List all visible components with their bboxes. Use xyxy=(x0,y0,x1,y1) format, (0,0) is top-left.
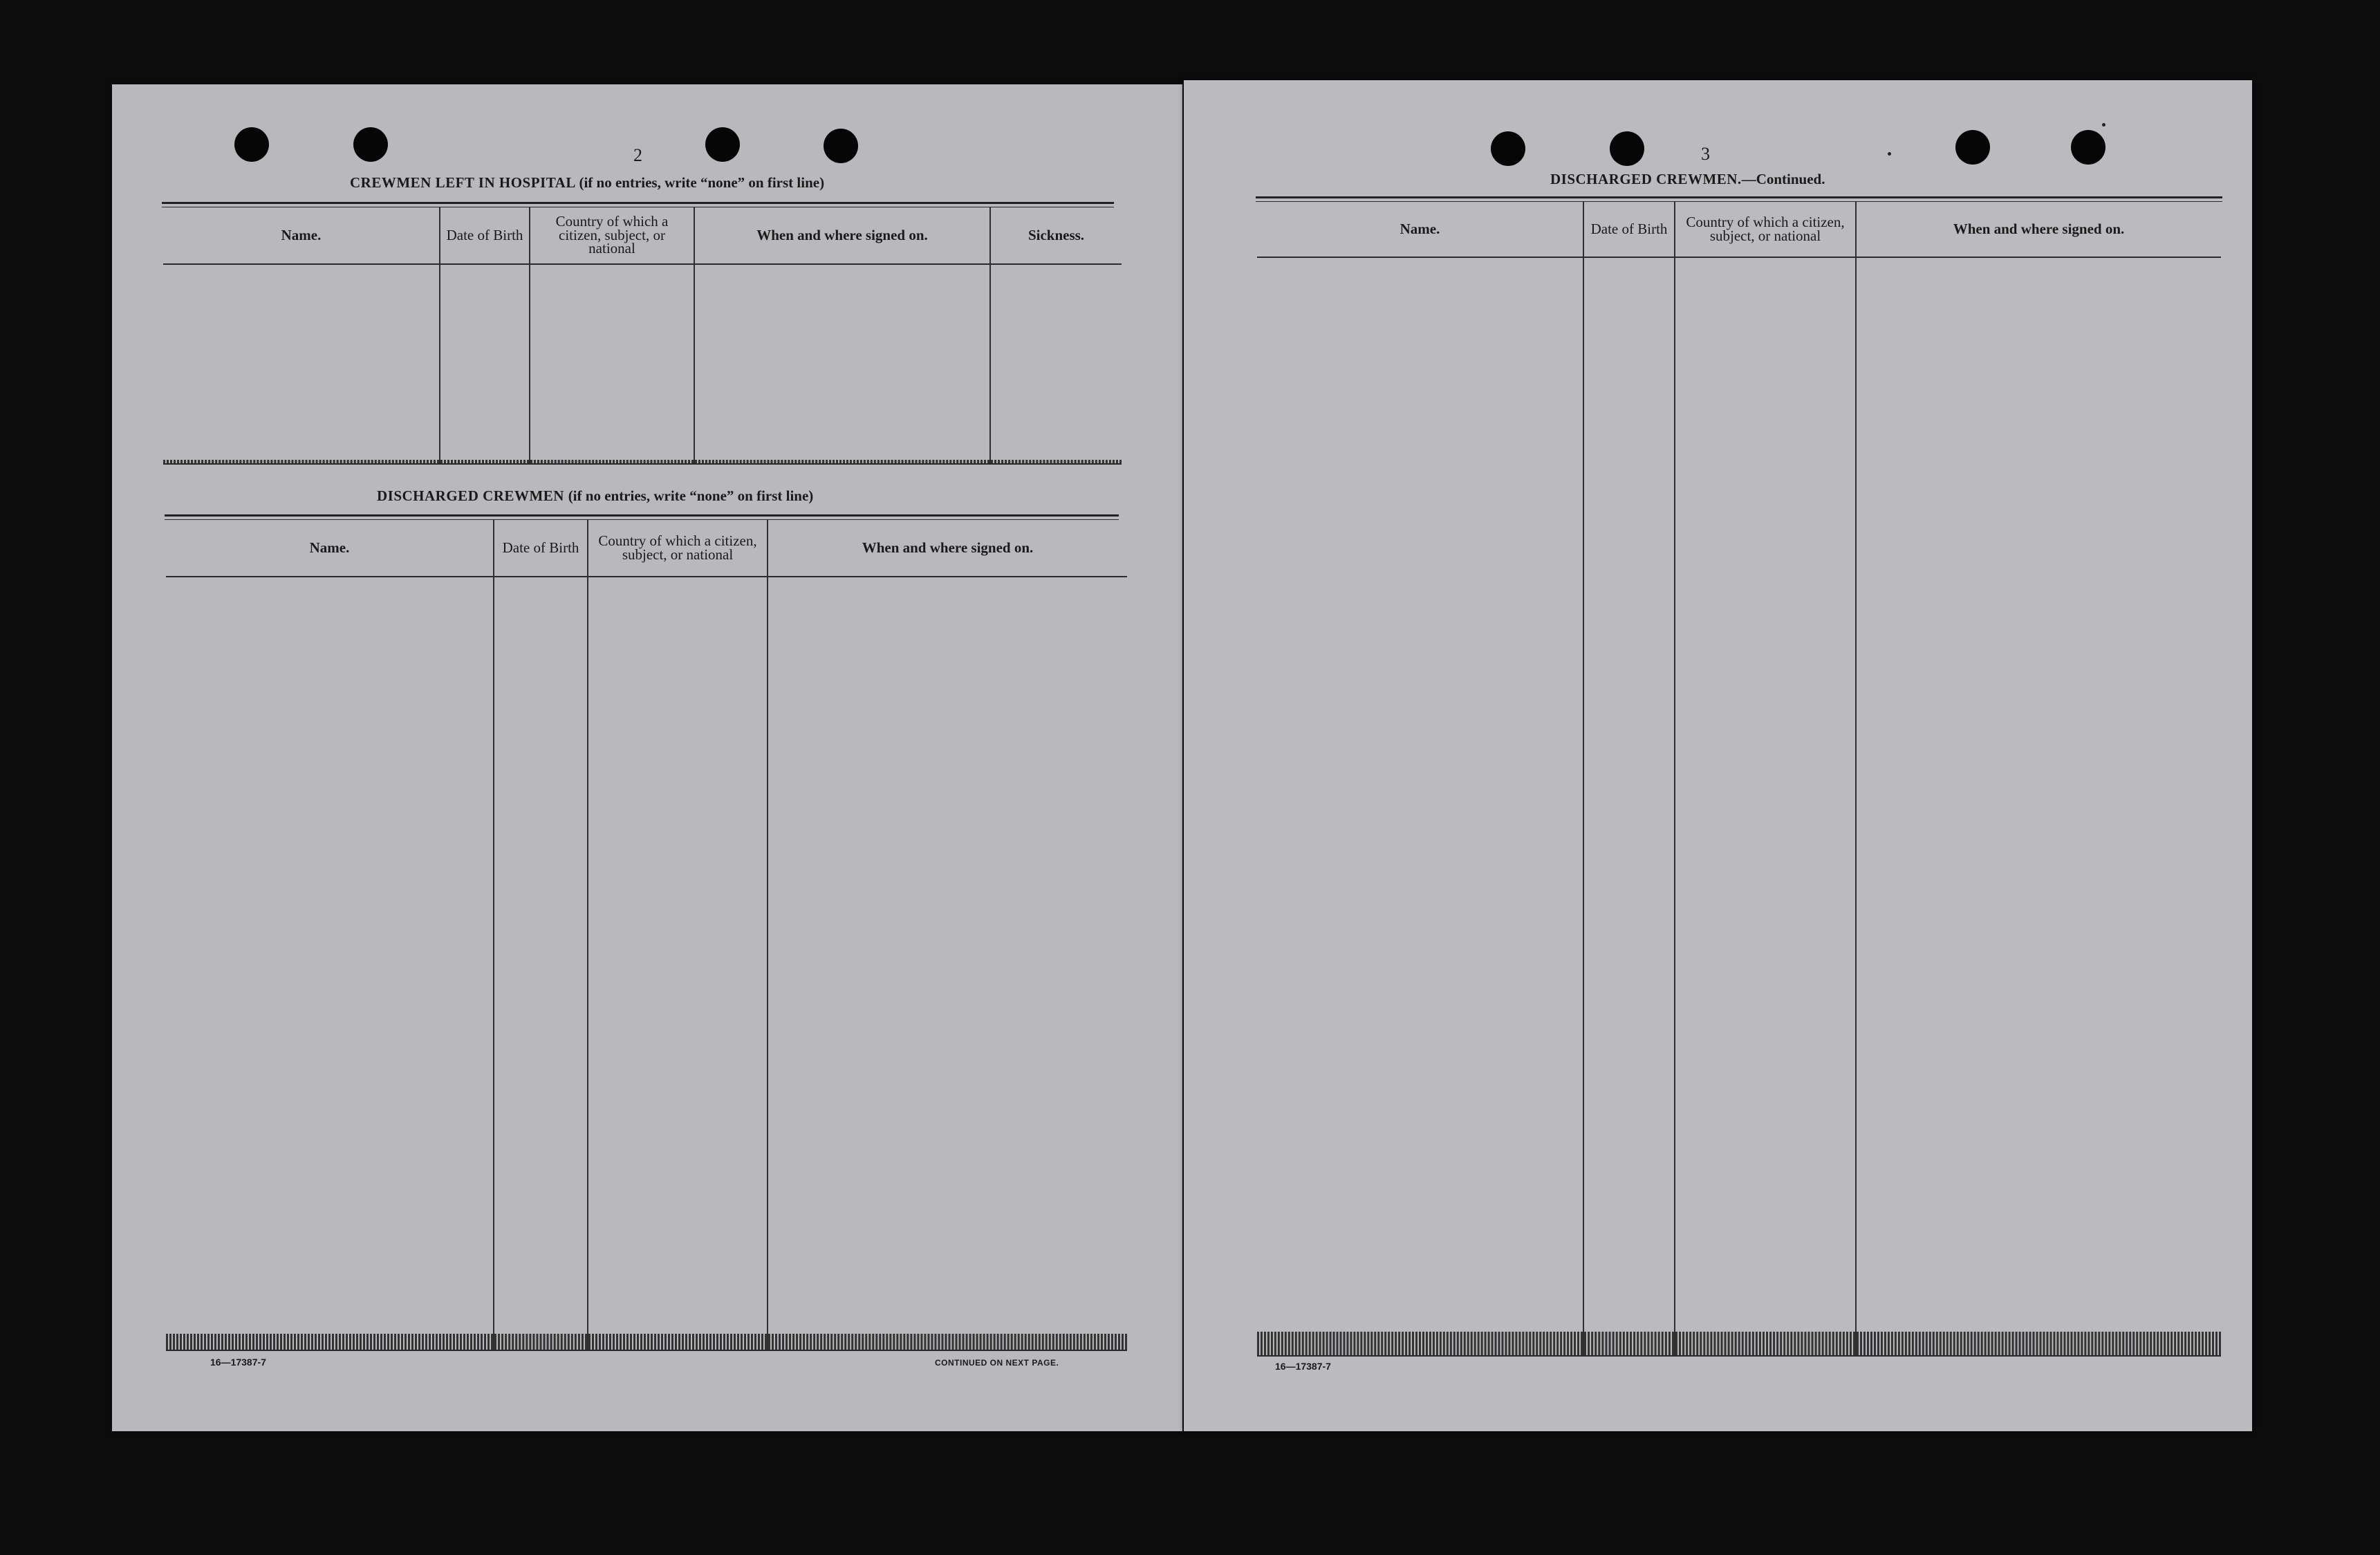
table-cell[interactable] xyxy=(768,577,1127,1334)
table-cell[interactable] xyxy=(1856,257,2221,1332)
column-header-country: Country of which a citizen, subject, or national xyxy=(1675,202,1856,257)
discharged-continued-title xyxy=(1550,171,1825,188)
table-row[interactable] xyxy=(163,264,1122,460)
column-header-date-of-birth: Date of Birth xyxy=(494,520,588,577)
hospital-title-note: (if no entries, write “none” on first line) xyxy=(579,174,825,191)
table-row[interactable] xyxy=(1257,1355,2221,1357)
table-cell[interactable] xyxy=(1675,257,1856,1332)
form-code: 16—17387-7 xyxy=(1275,1361,1331,1372)
hospital-section-title xyxy=(350,174,824,192)
column-header-signed-on: When and where signed on. xyxy=(694,207,990,264)
table-cell[interactable] xyxy=(588,577,768,1334)
discharged-continued-table xyxy=(1257,202,2221,1357)
punch-hole xyxy=(2071,130,2105,165)
continued-title-text: DISCHARGED CREWMEN. xyxy=(1550,171,1742,187)
column-header-name: Name. xyxy=(163,207,440,264)
table-cell[interactable] xyxy=(494,1350,588,1351)
table-row[interactable] xyxy=(163,463,1122,465)
table-row[interactable] xyxy=(166,577,1127,1334)
punch-hole xyxy=(1610,131,1644,166)
page-number: 2 xyxy=(633,145,642,165)
table-row[interactable] xyxy=(1257,257,2221,1332)
speck xyxy=(1888,152,1891,156)
table-cell[interactable] xyxy=(768,1350,1127,1351)
table-cell[interactable] xyxy=(166,577,494,1334)
column-header-country: Country of which a citizen, subject, or national xyxy=(588,520,768,577)
punch-hole xyxy=(234,127,269,162)
continued-title-suffix: —Continued. xyxy=(1741,171,1825,187)
hospital-title-text: CREWMEN LEFT IN HOSPITAL xyxy=(350,174,575,191)
section-rule xyxy=(165,514,1119,516)
section-rule xyxy=(162,202,1114,204)
continued-note: CONTINUED ON NEXT PAGE. xyxy=(935,1358,1059,1368)
table-row[interactable] xyxy=(166,1350,1127,1351)
column-header-date-of-birth: Date of Birth xyxy=(440,207,530,264)
table-cell[interactable] xyxy=(1583,257,1675,1332)
column-header-sickness: Sickness. xyxy=(990,207,1122,264)
column-header-signed-on: When and where signed on. xyxy=(1856,202,2221,257)
discharged-title-text: DISCHARGED CREWMEN xyxy=(377,487,564,504)
punch-hole xyxy=(1491,131,1525,166)
table-cell[interactable] xyxy=(1257,1355,1583,1357)
punch-hole xyxy=(353,127,388,162)
table-cell[interactable] xyxy=(1257,257,1583,1332)
discharged-section-title xyxy=(377,487,813,505)
table-cell[interactable] xyxy=(166,1350,494,1351)
punch-hole xyxy=(705,127,740,162)
table-cell[interactable] xyxy=(588,1350,768,1351)
right-page xyxy=(1184,80,2252,1431)
section-rule xyxy=(1256,196,2222,198)
column-header-name: Name. xyxy=(166,520,494,577)
column-header-signed-on: When and where signed on. xyxy=(768,520,1127,577)
speck xyxy=(2102,123,2105,127)
punch-hole xyxy=(1955,130,1990,165)
table-cell[interactable] xyxy=(494,577,588,1334)
discharged-title-note: (if no entries, write “none” on first line) xyxy=(568,487,814,504)
table-cell[interactable] xyxy=(1856,1355,2221,1357)
column-header-date-of-birth: Date of Birth xyxy=(1583,202,1675,257)
form-code: 16—17387-7 xyxy=(210,1357,266,1368)
column-header-name: Name. xyxy=(1257,202,1583,257)
page-number: 3 xyxy=(1701,144,1710,164)
column-header-country: Country of which a citizen, subject, or national xyxy=(530,207,694,264)
table-cell[interactable] xyxy=(1583,1355,1675,1357)
hospital-table xyxy=(163,207,1122,465)
discharged-table xyxy=(166,520,1127,1351)
punch-hole xyxy=(824,129,858,163)
table-cell[interactable] xyxy=(1675,1355,1856,1357)
left-page xyxy=(112,84,1182,1431)
